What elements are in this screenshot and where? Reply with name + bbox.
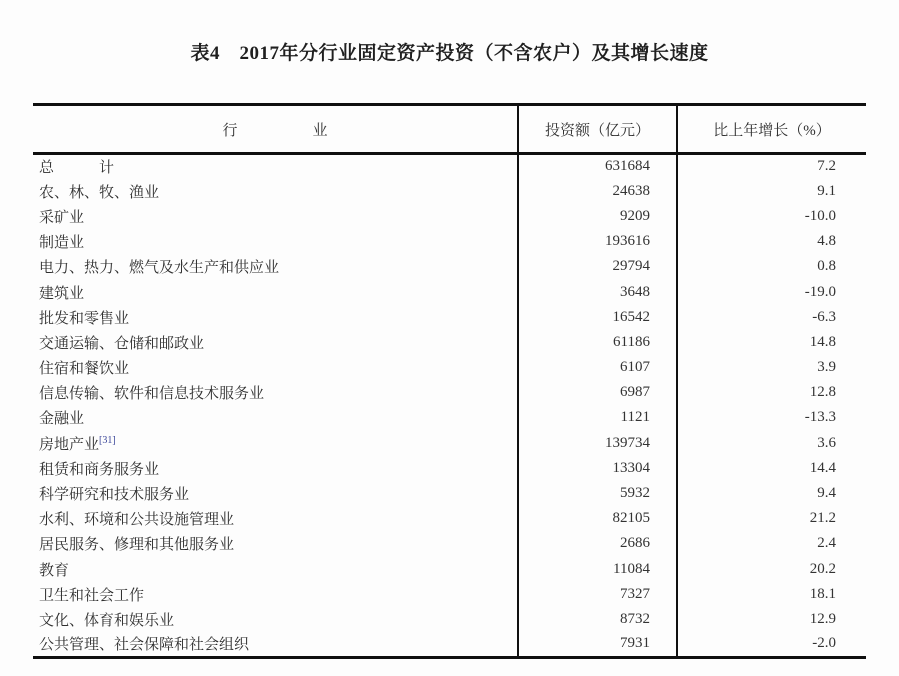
industry-cell [33, 229, 518, 254]
industry-label: 金融业 [39, 411, 85, 428]
investment-table [33, 103, 866, 659]
investment-cell: 1121 [518, 405, 677, 430]
growth-cell: 3.9 [677, 355, 866, 380]
growth-cell: 12.8 [677, 380, 866, 405]
industry-cell [33, 531, 518, 556]
table-row [33, 204, 866, 229]
industry-label: 总 计 [39, 160, 115, 177]
investment-cell: 13304 [518, 456, 677, 481]
industry-label: 卫生和社会工作 [39, 587, 145, 604]
industry-label: 公共管理、社会保障和社会组织 [39, 637, 250, 654]
industry-label: 房地产业 [39, 436, 100, 453]
industry-label: 交通运输、仓储和邮政业 [39, 335, 205, 352]
growth-cell: 14.8 [677, 330, 866, 355]
industry-label: 文化、体育和娱乐业 [39, 612, 175, 629]
industry-cell [33, 204, 518, 229]
investment-cell: 7931 [518, 632, 677, 657]
industry-cell [33, 456, 518, 481]
industry-cell [33, 632, 518, 657]
table-row [33, 607, 866, 632]
growth-cell: 7.2 [677, 154, 866, 179]
table-body [33, 154, 866, 658]
industry-cell [33, 557, 518, 582]
investment-cell: 2686 [518, 531, 677, 556]
industry-cell [33, 380, 518, 405]
industry-label: 科学研究和技术服务业 [39, 487, 190, 504]
header-industry: 行 业 [33, 105, 518, 154]
growth-cell: 18.1 [677, 582, 866, 607]
industry-label: 制造业 [39, 235, 85, 252]
industry-cell [33, 355, 518, 380]
investment-cell: 11084 [518, 557, 677, 582]
industry-label: 采矿业 [39, 209, 85, 226]
investment-cell: 24638 [518, 179, 677, 204]
industry-cell [33, 506, 518, 531]
growth-cell: -6.3 [677, 305, 866, 330]
table-row [33, 582, 866, 607]
growth-cell: 21.2 [677, 506, 866, 531]
industry-cell [33, 481, 518, 506]
industry-label: 居民服务、修理和其他服务业 [39, 537, 235, 554]
header-row [33, 105, 866, 154]
growth-cell: 12.9 [677, 607, 866, 632]
industry-cell [33, 154, 518, 179]
table-row [33, 405, 866, 430]
table-row [33, 380, 866, 405]
industry-label: 租赁和商务服务业 [39, 461, 160, 478]
growth-cell: 0.8 [677, 254, 866, 279]
growth-cell: 14.4 [677, 456, 866, 481]
investment-cell: 8732 [518, 607, 677, 632]
industry-cell [33, 607, 518, 632]
table-row [33, 431, 866, 456]
investment-cell: 6107 [518, 355, 677, 380]
investment-cell: 9209 [518, 204, 677, 229]
industry-cell [33, 279, 518, 304]
header-growth: 比上年增长（%） [677, 105, 866, 154]
growth-cell: 3.6 [677, 431, 866, 456]
industry-label: 信息传输、软件和信息技术服务业 [39, 386, 265, 403]
investment-cell: 3648 [518, 279, 677, 304]
table-row [33, 279, 866, 304]
table-row [33, 254, 866, 279]
industry-label: 教育 [39, 562, 70, 579]
table-row [33, 531, 866, 556]
table-title: 表4 2017年分行业固定资产投资（不含农户）及其增长速度 [190, 43, 709, 64]
industry-label: 住宿和餐饮业 [39, 361, 130, 378]
growth-cell: -19.0 [677, 279, 866, 304]
industry-cell [33, 431, 518, 456]
footnote-ref[interactable]: [31] [99, 434, 116, 446]
table-header [33, 105, 866, 154]
industry-label: 水利、环境和公共设施管理业 [39, 512, 235, 529]
investment-cell: 16542 [518, 305, 677, 330]
industry-label: 农、林、牧、渔业 [39, 184, 160, 201]
table-row [33, 305, 866, 330]
industry-label: 电力、热力、燃气及水生产和供应业 [39, 260, 280, 277]
industry-cell [33, 179, 518, 204]
investment-cell: 631684 [518, 154, 677, 179]
investment-cell: 5932 [518, 481, 677, 506]
growth-cell: -13.3 [677, 405, 866, 430]
investment-cell: 193616 [518, 229, 677, 254]
table-row [33, 179, 866, 204]
investment-cell: 82105 [518, 506, 677, 531]
table-row [33, 632, 866, 657]
investment-cell: 139734 [518, 431, 677, 456]
investment-cell: 6987 [518, 380, 677, 405]
growth-cell: 9.4 [677, 481, 866, 506]
table-row [33, 456, 866, 481]
growth-cell: 4.8 [677, 229, 866, 254]
table-row [33, 506, 866, 531]
growth-cell: -10.0 [677, 204, 866, 229]
growth-cell: 9.1 [677, 179, 866, 204]
industry-cell [33, 305, 518, 330]
table-row [33, 557, 866, 582]
growth-cell: 20.2 [677, 557, 866, 582]
table-row [33, 229, 866, 254]
growth-cell: -2.0 [677, 632, 866, 657]
growth-cell: 2.4 [677, 531, 866, 556]
industry-label: 建筑业 [39, 285, 85, 302]
investment-cell: 61186 [518, 330, 677, 355]
investment-cell: 29794 [518, 254, 677, 279]
header-investment: 投资额（亿元） [518, 105, 677, 154]
table-row [33, 330, 866, 355]
table-row [33, 481, 866, 506]
investment-cell: 7327 [518, 582, 677, 607]
table-row [33, 154, 866, 179]
industry-label: 批发和零售业 [39, 310, 130, 327]
industry-cell [33, 254, 518, 279]
industry-cell [33, 582, 518, 607]
table-row [33, 355, 866, 380]
industry-cell [33, 405, 518, 430]
industry-cell [33, 330, 518, 355]
